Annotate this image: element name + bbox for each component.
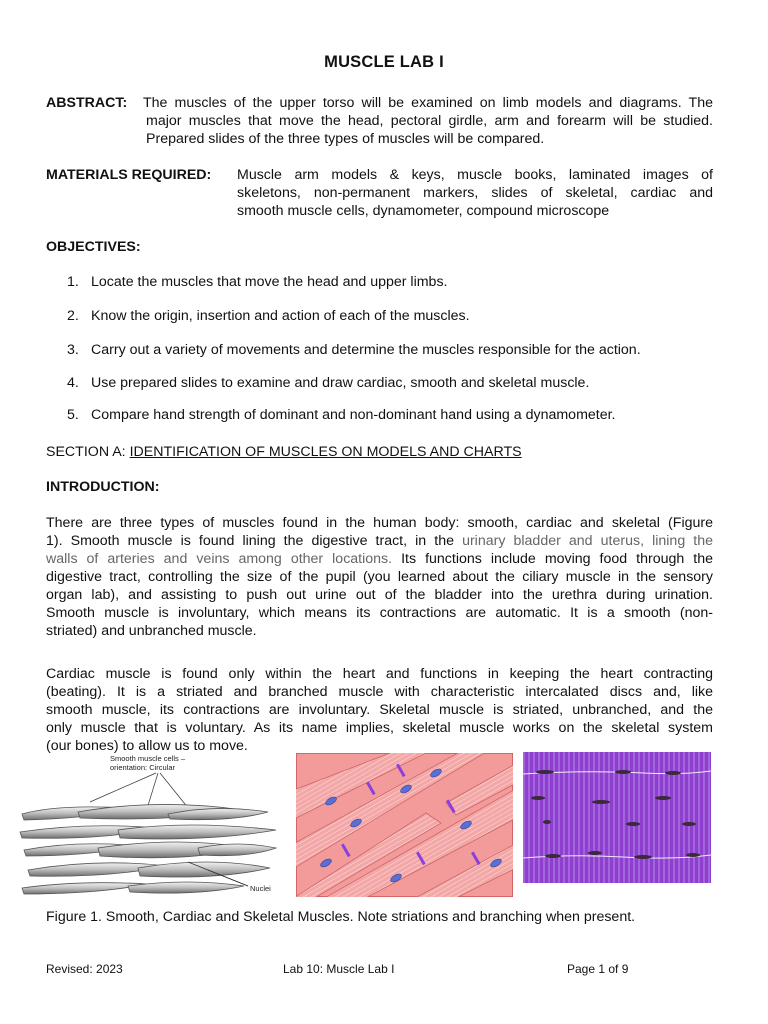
nuclei-label: Nuclei bbox=[250, 884, 271, 893]
smooth-cells bbox=[20, 804, 276, 894]
intro-p1-line-4: digestive tract, controlling the size of the pupil (you learned about the ciliary muscle in the sensory bbox=[46, 569, 713, 585]
intro-p1-line-7: striated) and unbranched muscle. bbox=[46, 623, 257, 639]
abstract-line-2: major muscles that move the head, pectoral girdle, arm and forearm will be studied. bbox=[146, 113, 713, 129]
abstract-line-3: Prepared slides of the three types of muscles will be compared. bbox=[146, 131, 545, 147]
smooth-muscle-illustration bbox=[18, 752, 280, 902]
objective-item: 2. Know the origin, insertion and action of each of the muscles. bbox=[67, 308, 470, 324]
cardiac-muscle-illustration bbox=[296, 753, 513, 897]
abstract-line-1: The muscles of the upper torso will be examined on limb models and diagrams. The bbox=[143, 95, 713, 111]
intro-p2-line-5: (our bones) to allow us to move. bbox=[46, 738, 248, 754]
introduction-label: INTRODUCTION: bbox=[46, 479, 160, 495]
intro-p1-line-6: Smooth muscle is involuntary, which means its contractions are automatic. It is a smooth (non- bbox=[46, 605, 713, 621]
figure-caption: Figure 1. Smooth, Cardiac and Skeletal Muscles. Note striations and branching when present. bbox=[46, 909, 636, 925]
intro-p1-line-2: 1). Smooth muscle is found lining the digestive tract, in the urinary bladder and uterus, lining the bbox=[46, 533, 713, 549]
skeletal-muscle-illustration bbox=[523, 752, 711, 883]
abstract-label: ABSTRACT: bbox=[46, 95, 128, 111]
footer-revised: Revised: 2023 bbox=[46, 962, 123, 976]
intro-p2-line-2: (beating). It is a striated and branched muscle with characteristic intercalated discs and, like bbox=[46, 684, 713, 700]
intro-p2-line-4: only muscle that is voluntary. As its name implies, skeletal muscle works on the skeletal system bbox=[46, 720, 713, 736]
materials-line-1: Muscle arm models & keys, muscle books, laminated images of bbox=[237, 167, 713, 183]
page-title: MUSCLE LAB I bbox=[324, 53, 444, 71]
intro-p2-line-3: smooth muscle, its contractions are involuntary. Skeletal muscle is striated, unbranched, and the bbox=[46, 702, 713, 718]
smooth-label-line-2: orientation: Circular bbox=[110, 763, 176, 772]
intro-p1-line-1: There are three types of muscles found in the human body: smooth, cardiac and skeletal (Figure bbox=[46, 515, 713, 531]
section-a-heading: SECTION A: IDENTIFICATION OF MUSCLES ON MODELS AND CHARTS bbox=[46, 444, 522, 460]
smooth-label-line-1: Smooth muscle cells – bbox=[110, 754, 186, 763]
materials-line-3: smooth muscle cells, dynamometer, compound microscope bbox=[237, 203, 610, 219]
footer-page-number: Page 1 of 9 bbox=[567, 962, 629, 976]
objective-item: 4. Use prepared slides to examine and draw cardiac, smooth and skeletal muscle. bbox=[67, 375, 590, 391]
intro-p1-line-3: walls of arteries and veins among other locations. Its functions include moving food through the bbox=[46, 551, 713, 567]
objectives-label: OBJECTIVES: bbox=[46, 239, 141, 255]
objective-item: 1. Locate the muscles that move the head and upper limbs. bbox=[67, 274, 448, 290]
footer-lab-title: Lab 10: Muscle Lab I bbox=[283, 962, 395, 976]
materials-line-2: skeletons, non-permanent markers, slides of skeletal, cardiac and bbox=[237, 185, 713, 201]
intro-p2-line-1: Cardiac muscle is found only within the heart and functions in keeping the heart contracting bbox=[46, 666, 713, 682]
materials-label: MATERIALS REQUIRED: bbox=[46, 167, 212, 183]
intro-p1-line-5: organ lab), and assisting to push out urine out of the bladder into the urethra during urination. bbox=[46, 587, 713, 603]
objective-item: 5. Compare hand strength of dominant and non-dominant hand using a dynamometer. bbox=[67, 407, 616, 423]
objective-item: 3. Carry out a variety of movements and determine the muscles responsible for the action. bbox=[67, 342, 641, 358]
